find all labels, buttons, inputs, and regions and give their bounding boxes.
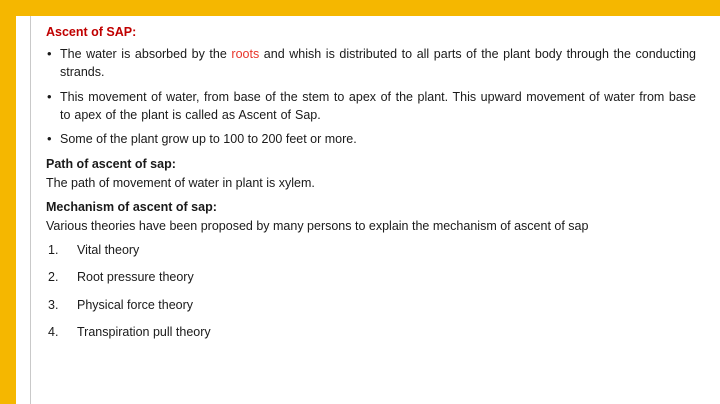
section-heading-path: Path of ascent of sap:: [46, 157, 176, 171]
list-item: [46, 324, 696, 342]
bullet-text-post: and whish is distributed to all parts of the plant body through the conducting strands.: [60, 47, 696, 79]
slide-content: [46, 24, 696, 352]
bullet-text-pre: This movement of water, from base of the stem to apex of the plant. This upward movement of water from base to apex of the plant is called as Ascent of Sap.: [60, 89, 696, 122]
list-item: [46, 89, 696, 125]
bullet-text-pre: The water is absorbed by the: [60, 47, 232, 62]
slide-title: Ascent of SAP:: [46, 25, 137, 39]
list-item-number: 2.: [48, 270, 59, 285]
list-item-number: 1.: [48, 242, 59, 257]
list-item: [46, 242, 696, 260]
left-divider-rule: [30, 16, 31, 404]
section-text-mechanism: Various theories have been proposed by many persons to explain the mechanism of ascent of sap: [46, 219, 589, 234]
list-item: [46, 46, 696, 82]
left-accent-band: [0, 16, 16, 404]
list-item: [46, 269, 696, 287]
list-item-number: 3.: [48, 297, 59, 312]
list-item: [46, 131, 696, 149]
list-item-number: 4.: [48, 325, 59, 340]
section-heading-mechanism: Mechanism of ascent of sap:: [46, 200, 217, 215]
list-item-label: Root pressure theory: [77, 270, 194, 285]
top-accent-band: [0, 0, 720, 16]
bullet-text-highlight: roots: [231, 47, 260, 62]
bullet-text-pre: Some of the plant grow up to 100 to 200 feet or more.: [60, 132, 357, 147]
section-text-path: The path of movement of water in plant is xylem.: [46, 175, 315, 190]
list-item-label: Transpiration pull theory: [77, 325, 211, 340]
list-item-label: Vital theory: [77, 242, 140, 257]
list-item-label: Physical force theory: [77, 297, 194, 312]
bullet-list: [46, 46, 696, 149]
theory-list: [46, 242, 696, 342]
list-item: [46, 297, 696, 315]
